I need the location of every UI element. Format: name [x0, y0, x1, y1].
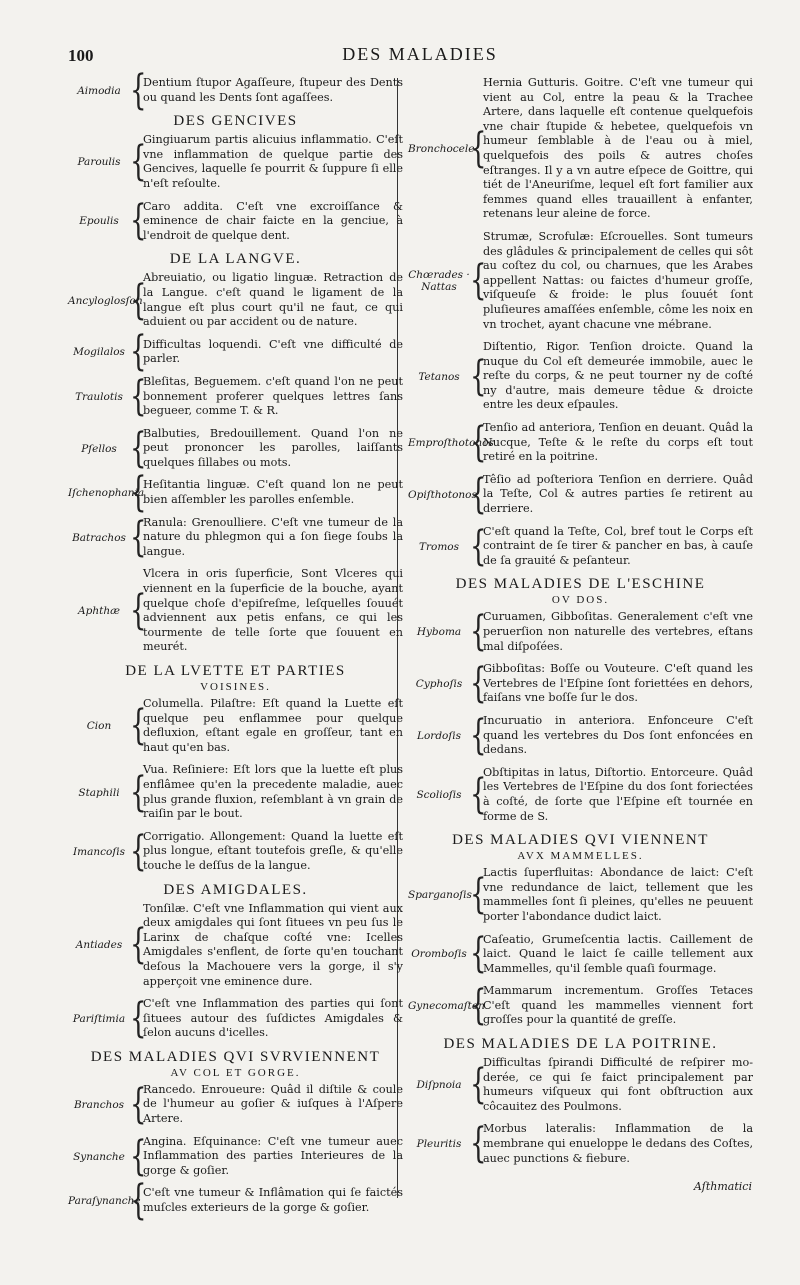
- brace-mark: {: [130, 197, 147, 246]
- brace-mark: {: [130, 328, 147, 377]
- disease-description: Diſtentio, Rigor. Tenſion droicte. Quand la nuque du Col eſt demeurée immobile, auec le reſte du corps, & ne peut tourner ny de coſté ny d'autre, mais demeure têdue & droicte entre les deux eſpaules.: [483, 340, 753, 412]
- disease-description: Ranula: Grenoulliere. C'eſt vne tumeur de la nature du phlegmon qui a ſon ſiege ſoubs la langue.: [143, 515, 403, 558]
- disease-description: Columella. Pilaſtre: Eſt quand la Luette eſt quelque peu enflammee pour quelque defluxion, eſtant egale en groſſeur, tant en haut qu'en bas.: [143, 697, 403, 754]
- disease-entry: [408, 982, 753, 1031]
- running-head: DES MALADIES: [342, 44, 498, 64]
- disease-entry: [408, 470, 753, 519]
- disease-entry: [408, 660, 753, 709]
- disease-term: Branchos: [73, 1098, 125, 1111]
- section-heading: DES AMIGDALES.: [163, 881, 308, 898]
- disease-term: Batrachos: [72, 531, 126, 544]
- disease-description: Corrigatio. Allongement: Quand la luette eſt plus longue, eſtant toutefois greſle, & qu'elle touche le deſſus de la langue.: [143, 829, 403, 872]
- disease-term: Mogilalos: [73, 346, 125, 359]
- brace-mark: {: [130, 372, 147, 421]
- disease-term: Paroulis: [77, 156, 121, 169]
- disease-term: Diſpnoia: [416, 1079, 462, 1092]
- disease-term: Cion: [86, 720, 112, 733]
- disease-term: Epoulis: [79, 215, 119, 228]
- section-heading: DES MALADIES DE LA POITRINE.: [443, 1036, 718, 1053]
- brace-mark: {: [130, 921, 147, 970]
- disease-term: Pleuritis: [416, 1138, 462, 1151]
- brace-mark: {: [470, 470, 487, 519]
- brace-mark: {: [470, 930, 487, 979]
- section-heading: DES MALADIES QVI SVRVIENNENT: [90, 1048, 381, 1065]
- brace-mark: {: [130, 138, 147, 187]
- disease-term: Traulotis: [75, 390, 123, 403]
- disease-description: Rancedo. Enroueure: Quâd il diſtile & coule de l'humeur au goſier & iuſques à l'Aſpere Artere.: [143, 1082, 403, 1126]
- section-subheading: AV COL ET GORGE.: [170, 1066, 301, 1079]
- brace-mark: {: [470, 124, 487, 173]
- disease-description: Morbus lateralis: Inflammation de la membrane qui enueloppe le dedans des Coſtes, auec punctions & fiebure.: [483, 1122, 753, 1165]
- disease-term: Ancyloglosſon: [68, 294, 143, 307]
- disease-entry: [408, 766, 753, 824]
- page-header: [0, 44, 800, 68]
- disease-description: Gingiuarum partis alicuius inflammatio. C'eſt vne inflammation de quelque partie des Gencives, laquelle ſe pourrit & ſuppure ſi elle n'eſt reſoulte.: [143, 133, 403, 190]
- disease-description: Tenſio ad anteriora, Tenſion en deuant. Quâd la Nucque, Teſte & le reſte du corps eſt tout retiré en la poitrine.: [483, 421, 753, 464]
- section-subheading: VOISINES.: [200, 681, 271, 693]
- brace-mark: {: [470, 711, 487, 760]
- disease-term: Scolioſis: [416, 788, 462, 801]
- brace-mark: {: [470, 352, 487, 401]
- brace-mark: {: [130, 513, 147, 562]
- disease-description: Bleſitas, Beguemem. c'eſt quand l'on ne peut bonnement proferer quelques lettres ſans begueer, comme T. & R.: [143, 374, 403, 418]
- disease-term: Pariſtimia: [72, 1012, 126, 1025]
- brace-mark: {: [470, 257, 487, 306]
- disease-term: Pſellos: [81, 442, 117, 455]
- right-column: [408, 74, 753, 1174]
- disease-description: Difficultas ſpirandi Difficulté de reſpirer mo-derée, ce qui ſe faict principalement par humeurs viſqueux qui font obſtruction aux côcauitez des Poulmons.: [483, 1056, 753, 1113]
- disease-description: Caro addita. C'eſt vne excroiſſance & eminence de chair faicte en la genciue, à l'endroit de quelque dent.: [143, 199, 403, 242]
- disease-description: Dentium ſtupor Agaſſeure, ſtupeur des Dents ou quand les Dents ſont agaſſees.: [143, 76, 403, 104]
- disease-term: Sparganoſis: [408, 889, 472, 902]
- disease-entry: [68, 1177, 403, 1226]
- disease-description: Balbuties, Bredouillement. Quand l'on ne peut prononcer les parolles, laiſſants quelques ſillabes ou mots.: [143, 426, 403, 469]
- brace-mark: {: [130, 587, 147, 636]
- section-heading: DES MALADIES DE L'ESCHINE: [455, 576, 706, 593]
- section-heading: DES MALADIES QVI VIENNENT: [452, 832, 709, 849]
- brace-mark: {: [130, 1177, 147, 1226]
- brace-mark: {: [130, 827, 147, 876]
- disease-term: Antiades: [75, 939, 123, 952]
- disease-description: Incuruatio in anteriora. Enfonceure C'eſt quand les vertebres du Dos ſont enfoncées en dedans.: [483, 713, 753, 757]
- brace-mark: {: [470, 522, 487, 571]
- disease-term: Tromos: [418, 540, 459, 553]
- disease-term: Chœrades · Nattas: [408, 269, 470, 294]
- disease-description: Heſitantia linguæ. C'eſt quand lon ne peut bien aſſembler les parolles enſemble.: [143, 478, 403, 507]
- disease-term: Lordoſis: [417, 729, 461, 742]
- disease-entry: [68, 567, 403, 655]
- disease-description: Vua. Reſiniere: Eſt lors que la luette eſt plus enflâmee qu'en la precedente maladie, auec plus grande fluxion, reſemblant à vn grain de raiſin par le bout.: [143, 763, 403, 821]
- brace-mark: {: [130, 469, 147, 518]
- disease-term: Aimodia: [77, 84, 121, 97]
- brace-mark: {: [470, 770, 487, 819]
- disease-description: Gibboſitas: Boſſe ou Vouteure. C'eſt quand les Vertebres de l'Eſpine ſont foriettées en dehors, faiſans vne boſſe ſur le dos.: [483, 662, 753, 705]
- disease-entry: [68, 827, 403, 876]
- disease-term: Iſchenophania: [68, 487, 145, 500]
- disease-entry: [68, 469, 403, 518]
- disease-entry: [408, 1120, 753, 1169]
- disease-term: Imancoſis: [73, 845, 125, 858]
- disease-term: Tetanos: [418, 370, 460, 383]
- brace-mark: {: [130, 276, 147, 325]
- disease-entry: [68, 1080, 403, 1129]
- brace-mark: {: [470, 982, 487, 1031]
- brace-mark: {: [470, 1120, 487, 1169]
- brace-mark: {: [130, 424, 147, 473]
- disease-term: Staphili: [78, 786, 120, 799]
- disease-entry: [408, 76, 753, 222]
- disease-description: Tonſilæ. C'eſt vne Inflammation qui vient aux deux amigdales qui ſont ſituees vn peu ſus le Larinx de chaſque coſté vne: Icelles Amigdales s'enflent, de ſorte qu'en touchant deſous la Machouere vers la gorge, il s'y apperçoit vne eminence dure.: [143, 901, 403, 988]
- disease-term: Gynecomaſton: [408, 1000, 485, 1013]
- disease-entry: [68, 372, 403, 421]
- brace-mark: {: [130, 1080, 147, 1129]
- disease-description: C'eſt vne Inflammation des parties qui ſont ſituees autour des ſuſdictes Amigdales & ſelon aucuns d'icelles.: [143, 997, 403, 1040]
- disease-term: Hyboma: [416, 626, 462, 639]
- disease-description: Caſeatio, Grumeſcentia lactis. Caillement de laict. Quand le laict ſe caille tellement aux Mammelles, qu'il ſemble quaſi fourmage.: [483, 932, 753, 975]
- section-subheading: OV DOS.: [551, 594, 610, 607]
- disease-entry: [68, 763, 403, 821]
- disease-description: Abreuiatio, ou ligatio linguæ. Retraction de la Langue. c'eſt quand le ligament de la langue eſt plus court qu'il ne faut, ce qui aduient ou par accident ou de nature.: [143, 271, 403, 329]
- disease-term: Oromboſis: [411, 948, 467, 961]
- disease-description: Strumæ, Scrofulæ: Eſcrouelles. Sont tumeurs des glâdules & principalement de celles qui sôt au coſtez du col, ou charnues, que les Arabes appellent Nattas: ou faictes d'humeur groſſe, viſqueuſe & froide: le plus ſouuét ſont pluſieures amaſſées enſemble, côme les noix en vn trochet, ayant chacune vne mébrane.: [483, 229, 753, 331]
- disease-term: Paraſynanche: [68, 1195, 141, 1208]
- disease-term: Bronchocele: [408, 142, 475, 155]
- brace-mark: {: [130, 702, 147, 751]
- disease-entry: [408, 711, 753, 760]
- disease-term: Emproſthotonos: [408, 436, 494, 449]
- page-number: 100: [68, 46, 94, 65]
- brace-mark: {: [470, 608, 487, 657]
- disease-entry: [408, 522, 753, 571]
- catchword: Aſthmatici: [693, 1180, 752, 1193]
- disease-description: Lactis ſuperfluitas: Abondance de laict: C'eſt vne redundance de laict, tellement que les mammelles ſont ſi pleines, qu'elles ne peuuent porter l'abondance dudict laict.: [483, 866, 753, 923]
- disease-description: Curuamen, Gibboſitas. Generalement c'eſt vne peruerſion non naturelle des vertebres, eſtans mal diſpoſées.: [483, 610, 753, 653]
- disease-description: C'eſt quand la Teſte, Col, bref tout le Corps eſt contraint de ſe tirer & pancher en bas, à cauſe de ſa grauité & peſanteur.: [483, 524, 753, 567]
- disease-term: Opiſthotonos: [408, 488, 477, 501]
- disease-description: C'eſt vne tumeur & Inflâmation qui ſe faictés muſcles exterieurs de la gorge & goſier.: [143, 1186, 403, 1215]
- brace-mark: {: [130, 994, 147, 1043]
- left-column: [68, 66, 403, 1226]
- disease-entry: [68, 994, 403, 1043]
- brace-mark: {: [470, 871, 487, 920]
- disease-entry: [68, 1132, 403, 1181]
- disease-term: Synanche: [73, 1150, 125, 1163]
- disease-entry: [408, 866, 753, 924]
- disease-entry: [408, 930, 753, 979]
- brace-mark: {: [130, 66, 147, 115]
- disease-description: Hernia Gutturis. Goitre. C'eſt vne tumeur qui vient au Col, entre la peau & la Trachee Artere, dans laquelle eſt contenue quelquefois vne chair ſtupide & hebetee, quelquefois vn humeur ſemblable à de l'eau ou à miel, quelquefois des poils & autres choſes eſtranges. Il y a vn autre eſpece de Goittre, qui tiét de l'Aneuriſme, lequel eſt fort familier aux femmes quand elles trauaillent à enfanter, retenans leur aleine de force.: [483, 76, 753, 221]
- disease-entry: [68, 697, 403, 755]
- disease-description: Vlcera in oris ſuperficie, Sont Vlceres qui viennent en la ſuperficie de la bouche, ayant quelque choſe d'epiſreſme, leſquelles ſouuét adviennent aux petis enfans, ce qui les tourmente de telle ſorte que ſouuent en meurét.: [143, 567, 403, 654]
- disease-entry: [68, 197, 403, 246]
- disease-term: Cyphoſis: [415, 678, 463, 691]
- disease-entry: [68, 271, 403, 329]
- disease-entry: [408, 230, 753, 332]
- brace-mark: {: [130, 768, 147, 817]
- disease-description: Difficultas loquendi. C'eſt vne difficulté de parler.: [143, 337, 403, 366]
- brace-mark: {: [470, 418, 487, 467]
- section-subheading: AVX MAMMELLES.: [517, 850, 644, 863]
- section-heading: DE LA LANGVE.: [169, 251, 302, 268]
- brace-mark: {: [130, 1132, 147, 1181]
- disease-entry: [68, 513, 403, 562]
- disease-term: Aphthæ: [78, 605, 120, 618]
- disease-entry: [68, 328, 403, 377]
- disease-entry: [68, 66, 403, 115]
- section-heading: DE LA LVETTE ET PARTIES: [125, 663, 346, 679]
- disease-entry: [408, 340, 753, 413]
- disease-entry: [68, 133, 403, 191]
- disease-description: Têſio ad poſteriora Tenſion en derriere. Quâd la Teſte, Col & autres parties ſe retirent au derriere.: [483, 472, 753, 516]
- brace-mark: {: [470, 660, 487, 709]
- disease-description: Angina. Eſquinance: C'eſt vne tumeur auec Inflammation des parties Interieures de la gorge & goſier.: [143, 1134, 403, 1177]
- disease-entry: [408, 418, 753, 467]
- brace-mark: {: [470, 1061, 487, 1110]
- disease-description: Obſtipitas in latus, Diſtortio. Entorceure. Quâd les Vertebres de l'Eſpine du dos ſont foriectées à coſté, de ſorte que l'Eſpine eſt tournée en forme de S.: [483, 765, 753, 823]
- disease-entry: [68, 424, 403, 473]
- disease-entry: [408, 608, 753, 657]
- disease-entry: [408, 1056, 753, 1114]
- disease-description: Mammarum incrementum. Groſſes Tetaces C'eſt quand les mammelles viennent fort groſſes pour la quantité de greſſe.: [483, 984, 753, 1027]
- disease-entry: [68, 902, 403, 990]
- section-heading: DES GENCIVES: [173, 113, 298, 130]
